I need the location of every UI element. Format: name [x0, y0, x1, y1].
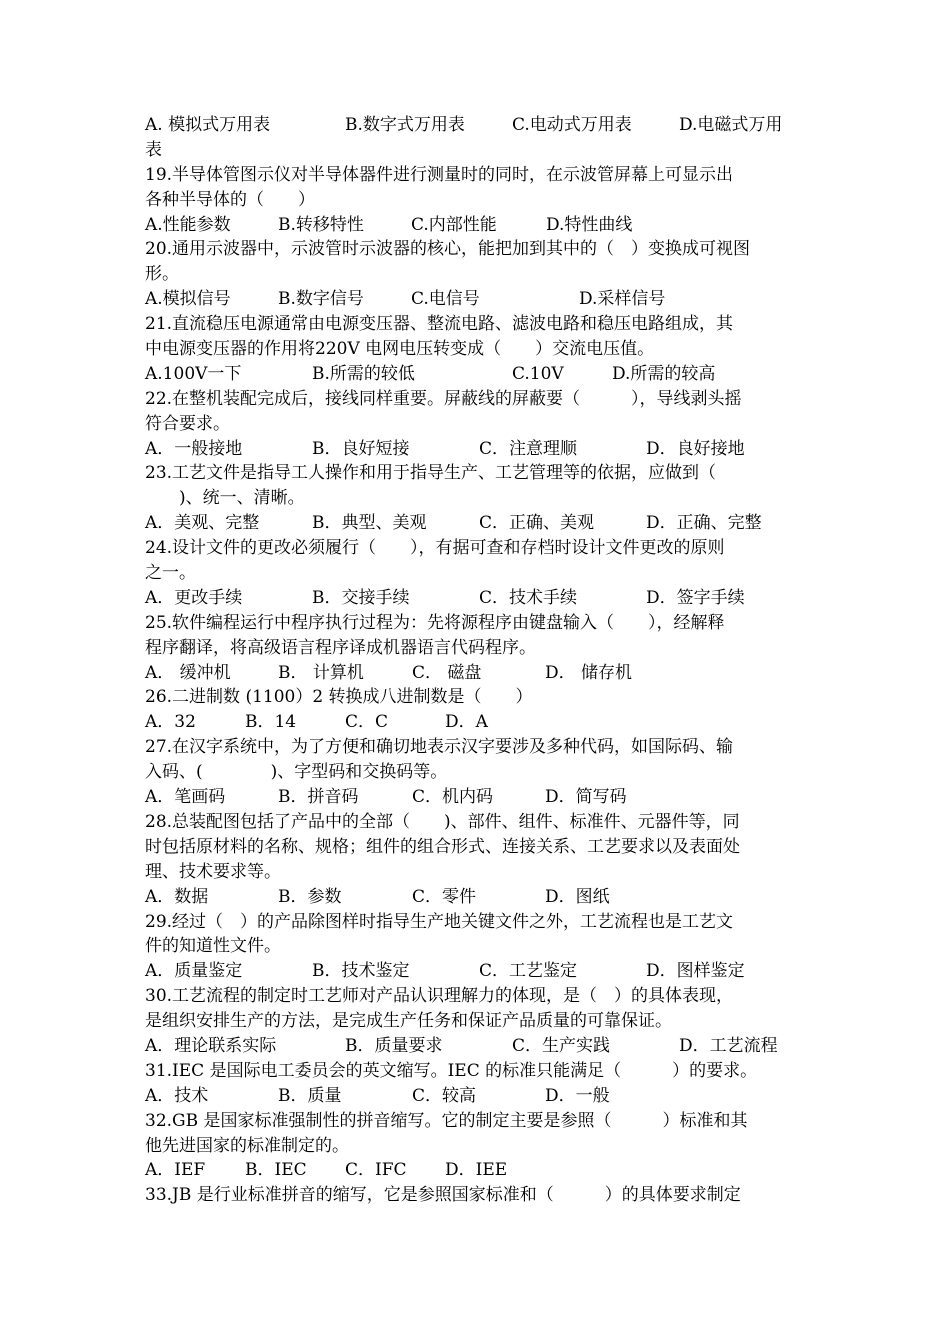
- question-text-line: 32.GB 是国家标准强制性的拼音缩写。它的制定主要是参照（ ）标准和其: [145, 1110, 748, 1131]
- question-text-line: 表: [145, 139, 162, 160]
- answer-option: A．IEF: [145, 1160, 206, 1181]
- answer-option: C．正确、美观: [479, 513, 595, 534]
- answer-option: D． 储存机: [545, 662, 633, 683]
- answer-option: D．简写码: [545, 787, 627, 808]
- answer-option: A．笔画码: [145, 787, 226, 808]
- answer-option: D．工艺流程: [679, 1035, 778, 1056]
- answer-option: B． 计算机: [278, 662, 364, 683]
- answer-option: C．注意理顺: [479, 438, 578, 459]
- question-text-line: 程序翻译，将高级语言程序译成机器语言代码程序。: [145, 637, 536, 658]
- question-text-line: 19.半导体管图示仪对半导体器件进行测量时的同时，在示波管屏幕上可显示出: [145, 164, 734, 185]
- question-text-line: 29.经过（ ）的产品除图样时指导生产地关键文件之外，工艺流程也是工艺文: [145, 911, 734, 932]
- question-text-line: 入码、( )、字型码和交换码等。: [145, 762, 448, 783]
- answer-option: C.10V: [512, 363, 564, 384]
- answer-option: D．一般: [545, 1085, 610, 1106]
- answer-option: A． 缓冲机: [145, 662, 231, 683]
- answer-options: [145, 511, 807, 536]
- answer-option: A．质量鉴定: [145, 961, 243, 982]
- question-text-line: 之一。: [145, 563, 196, 584]
- answer-option: B．交接手续: [312, 587, 410, 608]
- answer-option: B．参数: [278, 886, 342, 907]
- question-text-line: 26.二进制数 (1100）2 转换成八进制数是（ ）: [145, 687, 533, 708]
- answer-option: C.电动式万用表: [512, 115, 632, 135]
- answer-option: C．机内码: [412, 787, 494, 808]
- answer-option: A．32: [145, 712, 196, 733]
- answer-option: C．生产实践: [512, 1035, 611, 1056]
- answer-option: A. 模拟式万用表: [145, 115, 271, 135]
- question-text-line: 27.在汉字系统中，为了方便和确切地表示汉字要涉及多种代码，如国际码、输: [145, 737, 734, 758]
- answer-options: [145, 1158, 807, 1183]
- answer-options: [145, 661, 807, 686]
- answer-option: C．零件: [412, 886, 477, 907]
- answer-option: C.内部性能: [411, 214, 497, 235]
- answer-options: [145, 586, 807, 611]
- answer-option: B．质量: [278, 1085, 342, 1106]
- answer-options: [145, 885, 807, 910]
- question-text-line: 符合要求。: [145, 413, 230, 434]
- answer-option: B.数字信号: [278, 289, 364, 310]
- document-page: [145, 113, 807, 1208]
- answer-option: B．IEC: [245, 1160, 307, 1181]
- question-text-line: )、统一、清晰。: [145, 488, 305, 509]
- answer-option: C． 磁盘: [412, 662, 482, 683]
- answer-option: B．典型、美观: [312, 513, 427, 534]
- answer-options: [145, 959, 807, 984]
- question-text-line: 件的知道性文件。: [145, 936, 281, 957]
- answer-option: A.模拟信号: [145, 289, 231, 310]
- answer-option: B.数字式万用表: [345, 115, 465, 135]
- answer-option: D．A: [445, 712, 488, 733]
- answer-options: [145, 710, 807, 735]
- answer-option: A．更改手续: [145, 587, 243, 608]
- answer-option: D.特性曲线: [546, 214, 633, 235]
- question-text-line: 24.设计文件的更改必须履行（ ），有据可查和存档时设计文件更改的原则: [145, 538, 725, 559]
- answer-option: D．签字手续: [646, 587, 745, 608]
- answer-option: D.采样信号: [579, 289, 666, 310]
- answer-option: D．良好接地: [646, 438, 745, 459]
- answer-option: B．质量要求: [345, 1035, 443, 1056]
- answer-option: B．良好短接: [312, 438, 410, 459]
- question-text-line: 28.总装配图包括了产品中的全部（ )、部件、组件、标准件、元器件等，同: [145, 811, 740, 832]
- question-text-line: 中电源变压器的作用将220V 电网电压转变成（ ）交流电压值。: [145, 339, 655, 360]
- answer-option: B．14: [245, 712, 297, 733]
- question-text-line: 20.通用示波器中，示波管时示波器的核心，能把加到其中的（ ）变换成可视图: [145, 239, 751, 260]
- answer-option: D.电磁式万用: [679, 115, 783, 135]
- question-text-line: 22.在整机装配完成后，接线同样重要。屏蔽线的屏蔽要（ ），导线剥头摇: [145, 388, 742, 409]
- answer-option: B．拼音码: [278, 787, 359, 808]
- answer-option: C.电信号: [411, 289, 480, 310]
- question-text-line: 时包括原材料的名称、规格；组件的组合形式、连接关系、工艺要求以及表面处: [145, 836, 740, 857]
- question-text-line: 理、技术要求等。: [145, 861, 281, 882]
- answer-option: C．IFC: [345, 1160, 407, 1181]
- question-text-line: 是组织安排生产的方法，是完成生产任务和保证产品质量的可靠保证。: [145, 1011, 672, 1032]
- answer-options: [145, 287, 807, 312]
- question-text-line: 各种半导体的（ ）: [145, 189, 315, 210]
- answer-option: D.所需的较高: [612, 363, 716, 384]
- answer-option: C．较高: [412, 1085, 477, 1106]
- answer-option: D．正确、完整: [646, 513, 762, 534]
- answer-option: A．美观、完整: [145, 513, 260, 534]
- question-text-line: 23.工艺文件是指导工人操作和用于指导生产、工艺管理等的依据，应做到（: [145, 463, 717, 484]
- answer-options: [145, 113, 807, 138]
- question-text-line: 他先进国家的标准制定的。: [145, 1135, 349, 1156]
- answer-option: A.100V一下: [145, 363, 242, 384]
- answer-option: A．数据: [145, 886, 209, 907]
- answer-option: C．技术手续: [479, 587, 578, 608]
- answer-option: A．一般接地: [145, 438, 243, 459]
- answer-option: A．理论联系实际: [145, 1035, 277, 1056]
- answer-options: [145, 1034, 807, 1059]
- answer-options: [145, 437, 807, 462]
- answer-option: D．图样鉴定: [646, 961, 745, 982]
- question-text-line: 形。: [145, 264, 179, 285]
- answer-option: A．技术: [145, 1085, 209, 1106]
- answer-option: D．图纸: [545, 886, 610, 907]
- answer-option: D．IEE: [445, 1160, 508, 1181]
- answer-option: B.所需的较低: [312, 363, 415, 384]
- question-text-line: 31.IEC 是国际电工委员会的英文缩写。IEC 的标准只能满足（ ）的要求。: [145, 1060, 758, 1081]
- answer-option: A.性能参数: [145, 214, 231, 235]
- answer-options: [145, 785, 807, 810]
- answer-options: [145, 213, 807, 238]
- answer-option: B.转移特性: [278, 214, 364, 235]
- question-text-line: 33.JB 是行业标准拼音的缩写，它是参照国家标准和（ ）的具体要求制定: [145, 1185, 741, 1206]
- answer-options: [145, 1084, 807, 1109]
- question-text-line: 25.软件编程运行中程序执行过程为：先将源程序由键盘输入（ ），经解释: [145, 612, 725, 633]
- answer-option: B．技术鉴定: [312, 961, 410, 982]
- question-text-line: 21.直流稳压电源通常由电源变压器、整流电路、滤波电路和稳压电路组成，其: [145, 314, 734, 335]
- answer-option: C．工艺鉴定: [479, 961, 578, 982]
- answer-option: C．C: [345, 712, 389, 733]
- answer-options: [145, 362, 807, 387]
- question-text-line: 30.工艺流程的制定时工艺师对产品认识理解力的体现，是（ ）的具体表现，: [145, 986, 734, 1007]
